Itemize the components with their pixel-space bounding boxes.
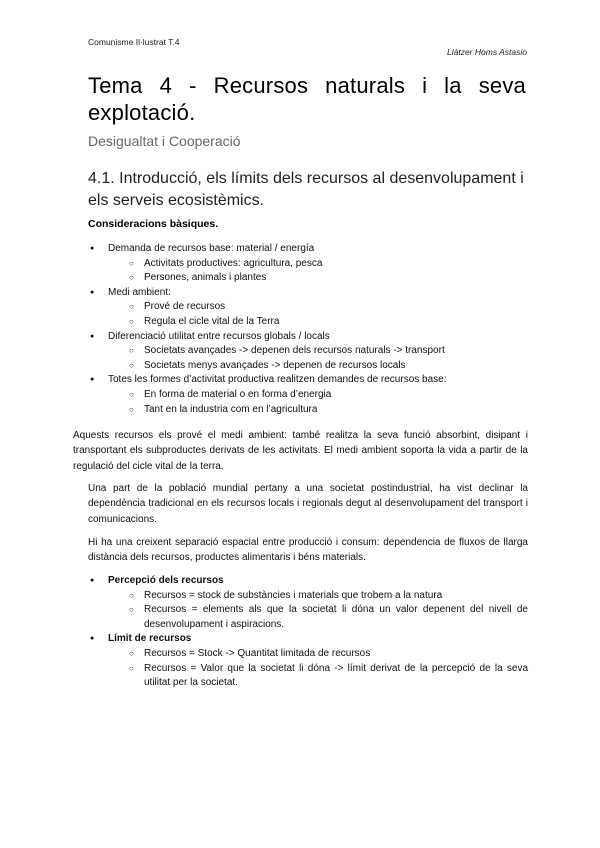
section-subheading: Consideracions bàsiques.: [88, 218, 219, 230]
page-title: Tema 4 - Recursos naturals i la seva explotació.: [88, 73, 526, 125]
list-item: [88, 632, 528, 690]
paragraph: Aquests recursos els prové el medi ambient: també realitza la seva funció absorbint, disipant i transportant els subproductes derivats de les activitats. El medi ambient soporta la vida a partir de la regulació del cicle vital de la terra.: [73, 430, 528, 472]
page-subtitle: Desigualtat i Cooperació: [88, 133, 241, 149]
considerations-list: [88, 242, 528, 417]
sub-list-item: ○ Activitats productives: agricultura, pesca: [108, 257, 528, 272]
list-item: [88, 574, 528, 632]
sub-list-item: ○ Tant en la industria com en l’agricultura: [108, 403, 528, 418]
paragraph: Una part de la població mundial pertany a una societat postindustrial, ha vist declinar la dependència tradicional en els recursos locals i regionals degut al desenvolupament del transport i comunicacions.: [88, 483, 528, 525]
list-item: [88, 330, 528, 374]
sub-list-item: ○ Societats menys avançades -> depenen de recursos locals: [108, 359, 528, 374]
sub-list-item: ○ En forma de material o en forma d’energia: [108, 388, 528, 403]
list-item-text: Límit de recursos: [108, 633, 192, 645]
list-item: [88, 242, 528, 286]
sub-list-item: ○ Prové de recursos: [108, 300, 528, 315]
section-heading: 4.1. Introducció, els límits dels recursos al desenvolupament i els serveis ecosistèmics.: [88, 170, 524, 209]
sub-list-item: ○ Recursos = stock de substàncies i materials que trobem a la natura: [108, 589, 528, 604]
paragraph: Hi ha una creixent separació espacial entre producció i consum: dependencia de fluxos de llarga distància dels recursos, productes alimentaris i béns materials.: [88, 537, 528, 564]
list-item-text: Diferenciació utilitat entre recursos globals / locals: [108, 330, 330, 342]
list-item-text: Demanda de recursos base: material / energía: [108, 243, 315, 254]
list-item-text: Medi ambient:: [108, 286, 171, 298]
list-item: [88, 373, 528, 417]
sub-list-item: ○ Persones, animals i plantes: [108, 271, 528, 286]
running-header-left: Comunisme Il·lustrat T.4: [88, 37, 180, 47]
sub-list-item: ○ Societats avançades -> depenen dels recursos naturals -> transport: [108, 344, 528, 359]
sub-list-item: ○ Regula el cicle vital de la Terra: [108, 315, 528, 330]
list-item: [88, 286, 528, 330]
list-item-text: Totes les formes d’activitat productiva realitzen demandes de recursos base:: [108, 374, 447, 386]
resources-list: [88, 574, 528, 691]
sub-list-item: ○ Recursos = elements als que la societat li dóna un valor depenent del nivell de desenvolupament i aspiracions.: [108, 603, 528, 632]
sub-list-item: ○ Recursos = Stock -> Quantitat limitada de recursos: [108, 647, 528, 662]
list-item-text: Percepció dels recursos: [108, 575, 224, 586]
running-header-right: Llàtzer Homs Astasio: [447, 47, 527, 57]
sub-list-item: ○ Recursos = Valor que la societat li dóna -> límit derivat de la percepció de la seva utilitat per la societat.: [108, 662, 528, 691]
